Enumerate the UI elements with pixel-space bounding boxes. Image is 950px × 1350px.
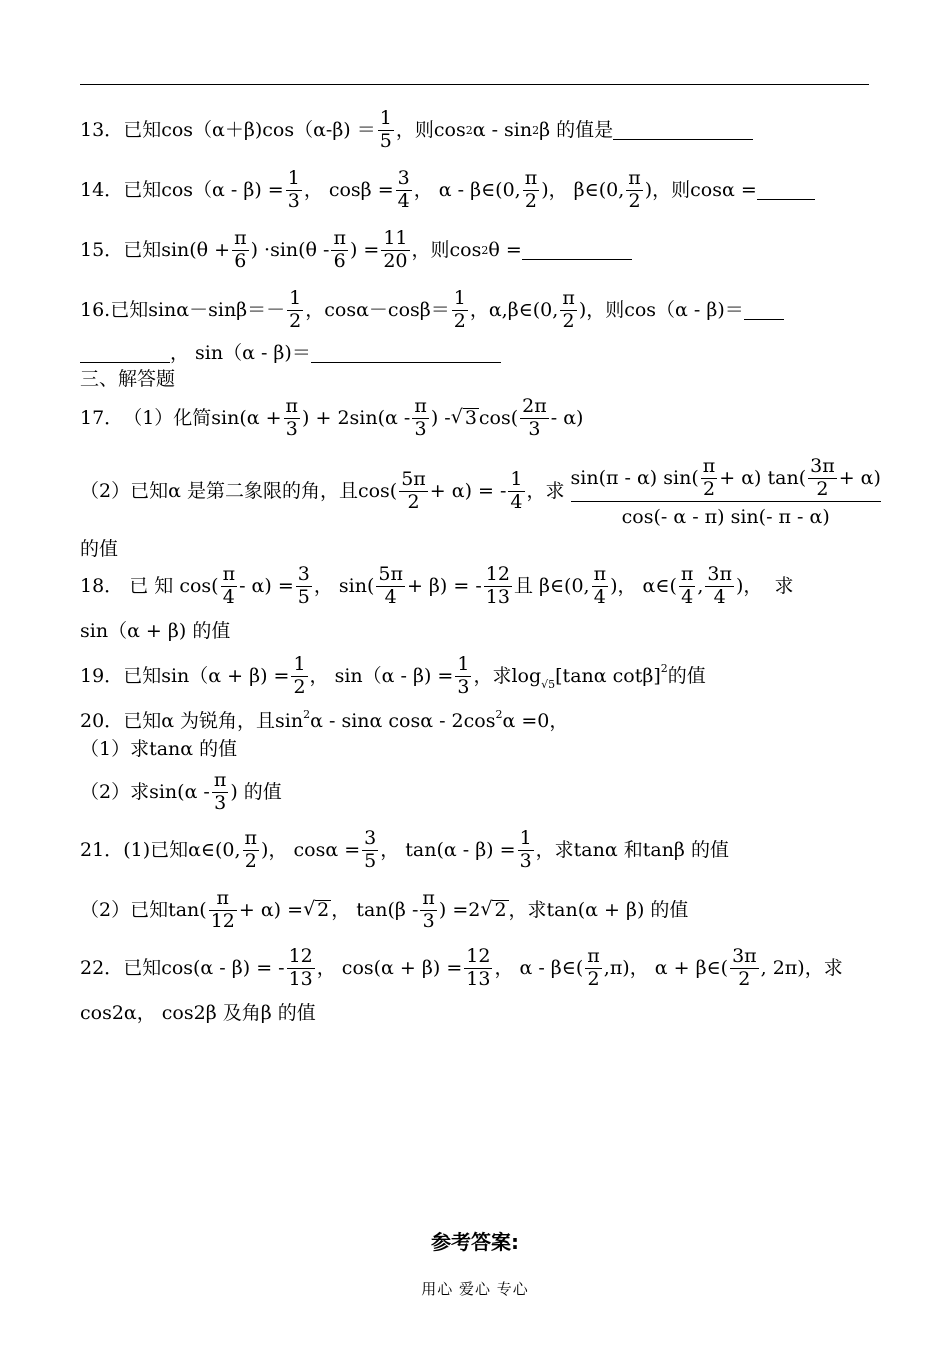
problem-number: 15． [80,238,124,261]
problem-number: 19． [80,664,124,687]
problem-18: 18． 已 知 cos( $\frac{\pi}{4}$ - α) = $\frac{3}{5}$ ， sin( $\frac{5\pi}{4}$ + β) = - $\frac{12}{13}$ 且 β∈(0, $\frac{\pi}{4}$ )， α∈( $\frac{\pi}{4}$ , $\frac{3\pi}{4}$ )， 求 [80,563,794,608]
fraction: $\frac{3\pi}{4}$ [707,563,732,608]
sqrt: √ 3 [450,406,477,430]
problem-19: 19． 已知sin（α + β) = $\frac{1}{2}$ ， sin（α - β) = $\frac{1}{3}$ ，求log $_{√5}$ [tanα cotβ] $^2$ 的值 [80,653,706,698]
problem-20-part1: （1）求tanα 的值 [80,738,238,760]
problem-number: 21． [80,838,124,861]
problem-20-part2: （2）求sin(α - $\frac{\pi}{3}$ ) 的值 [80,769,282,814]
answer-blank[interactable] [522,241,632,260]
fraction: $\frac{1}{5}$ [379,107,392,152]
problem-number: 14． [80,178,124,201]
fraction: $\frac{1}{4}$ [510,468,523,513]
fraction: $\frac{1}{2}$ [293,653,306,698]
sqrt: √ 2 [303,898,330,922]
fraction: $\frac{\pi}{2}$ [244,827,258,872]
fraction: $\frac{\pi}{4}$ [593,563,607,608]
fraction: $\frac{\pi}{12}$ [210,887,235,932]
problem-number: 18． [80,574,124,597]
problem-16-line2: ， sin（α - β)＝ [80,344,869,363]
fraction: $\frac{5\pi}{2}$ [401,468,426,513]
fraction: $\frac{1}{2}$ [289,287,302,332]
fraction: $\frac{\pi}{3}$ [213,769,227,814]
fraction: $\frac{1}{3}$ [519,827,532,872]
answer-blank[interactable] [757,181,815,200]
fraction: $\frac{11}{20}$ [383,227,408,272]
fraction: $\frac{1}{2}$ [453,287,466,332]
problem-17-tail: 的值 [80,538,119,560]
fraction: $\frac{5\pi}{4}$ [378,563,403,608]
answer-blank[interactable] [311,344,501,363]
fraction: $\frac{1}{3}$ [457,653,470,698]
header-rule [80,84,869,85]
big-fraction: sin(π - α) sin( $\frac{\pi}{2}$ + α) tan( $\frac{3\pi}{2}$ + α) cos(- α - π) sin(- π - α) [570,455,881,528]
problem-number: 13． [80,118,124,141]
problem-20: 20． 已知α 为锐角，且sin $^2$ α - sinα cosα - 2cos $^2$ α =0， [80,708,569,732]
fraction: $\frac{\pi}{4}$ [222,563,236,608]
section-heading: 三、解答题 [80,368,176,390]
fraction: $\frac{\pi}{2}$ [628,167,641,212]
problem-17-part2: （2）已知α 是第二象限的角，且cos( $\frac{5\pi}{2}$ + α) = - $\frac{1}{4}$ ，求 sin(π - α) sin( $\frac{\pi}{2}$ + α) tan( $\frac{3\pi}{2}$ + α) cos(- α - π) sin(- π - α) [80,455,881,528]
problem-number: 22． [80,956,124,979]
fraction: $\frac{\pi}{3}$ [414,395,427,440]
problem-22-tail: cos2α， cos2β 及角β 的值 [80,1002,316,1024]
fraction: $\frac{\pi}{6}$ [234,227,247,272]
problem-21-part2: （2）已知tan( $\frac{\pi}{12}$ + α) = √ 2 ， tan(β - $\frac{\pi}{3}$ ) =2 √ 2 ，求tan(α + β) 的值 [80,887,689,932]
fraction: $\frac{3}{5}$ [297,563,310,608]
fraction: $\frac{1}{3}$ [287,167,300,212]
fraction: $\frac{\pi}{6}$ [333,227,346,272]
problem-22: 22． 已知cos(α - β) = - $\frac{12}{13}$ ， cos(α + β) = $\frac{12}{13}$ ， α - β∈( $\frac{\pi}{2}$ ,π)， α + β∈( $\frac{3\pi}{2}$ , 2π)，求 [80,945,843,990]
fraction: $\frac{\pi}{3}$ [285,395,299,440]
fraction: $\frac{\pi}{3}$ [422,887,435,932]
problem-13: 13． 已知cos（α＋β)cos（α-β) ＝ $\frac{1}{5}$ ，则cos 2 α - sin 2 β 的值是 [80,108,869,153]
problem-number: 16. [80,298,111,321]
fraction: $\frac{\pi}{2}$ [587,945,600,990]
problem-16: 16. 已知sinα－sinβ＝－ $\frac{1}{2}$ ，cosα－cosβ＝ $\frac{1}{2}$ ，α,β∈(0, $\frac{\pi}{2}$ )，则cos（α - β)＝ [80,288,869,333]
answer-blank[interactable] [744,301,784,320]
sqrt: √ 2 [480,898,507,922]
fraction: $\frac{2\pi}{3}$ [522,395,547,440]
problem-17: 17． （1）化简sin(α + $\frac{\pi}{3}$ ) + 2sin(α - $\frac{\pi}{3}$ ) - √ 3 cos( $\frac{2\pi}{3}$ - α) [80,395,584,440]
answer-blank[interactable] [80,344,170,363]
answer-blank[interactable] [613,121,753,140]
problem-number: 20． [80,710,124,732]
page-footer: 用心 爱心 专心 [421,1280,529,1298]
problem-18-tail: sin（α + β) 的值 [80,620,231,642]
fraction: $\frac{12}{13}$ [288,945,313,990]
problem-number: 17． [80,406,124,429]
fraction: $\frac{\pi}{4}$ [680,563,694,608]
problem-14: 14． 已知cos（α - β) = $\frac{1}{3}$ ， cosβ = $\frac{3}{4}$ ， α - β∈(0, $\frac{\pi}{2}$ )， β∈(0, $\frac{\pi}{2}$ )，则cosα = [80,168,869,213]
fraction: $\frac{\pi}{2}$ [524,167,538,212]
fraction: $\frac{3}{5}$ [364,827,377,872]
fraction: $\frac{3\pi}{2}$ [732,945,757,990]
fraction: $\frac{3}{4}$ [397,167,410,212]
fraction: $\frac{\pi}{2}$ [562,287,575,332]
answer-key-title: 参考答案: [431,1230,519,1254]
fraction: $\frac{12}{13}$ [485,563,510,608]
problem-21: 21． (1)已知α∈(0, $\frac{\pi}{2}$ )， cosα = $\frac{3}{5}$ ， tan(α - β) = $\frac{1}{3}$ ，求tanα 和tanβ 的值 [80,827,729,872]
fraction: $\frac{12}{13}$ [466,945,491,990]
problem-15: 15． 已知sin(θ + $\frac{\pi}{6}$ ) ·sin(θ - $\frac{\pi}{6}$ ) = $\frac{11}{20}$ ，则cos 2 θ = [80,228,869,273]
